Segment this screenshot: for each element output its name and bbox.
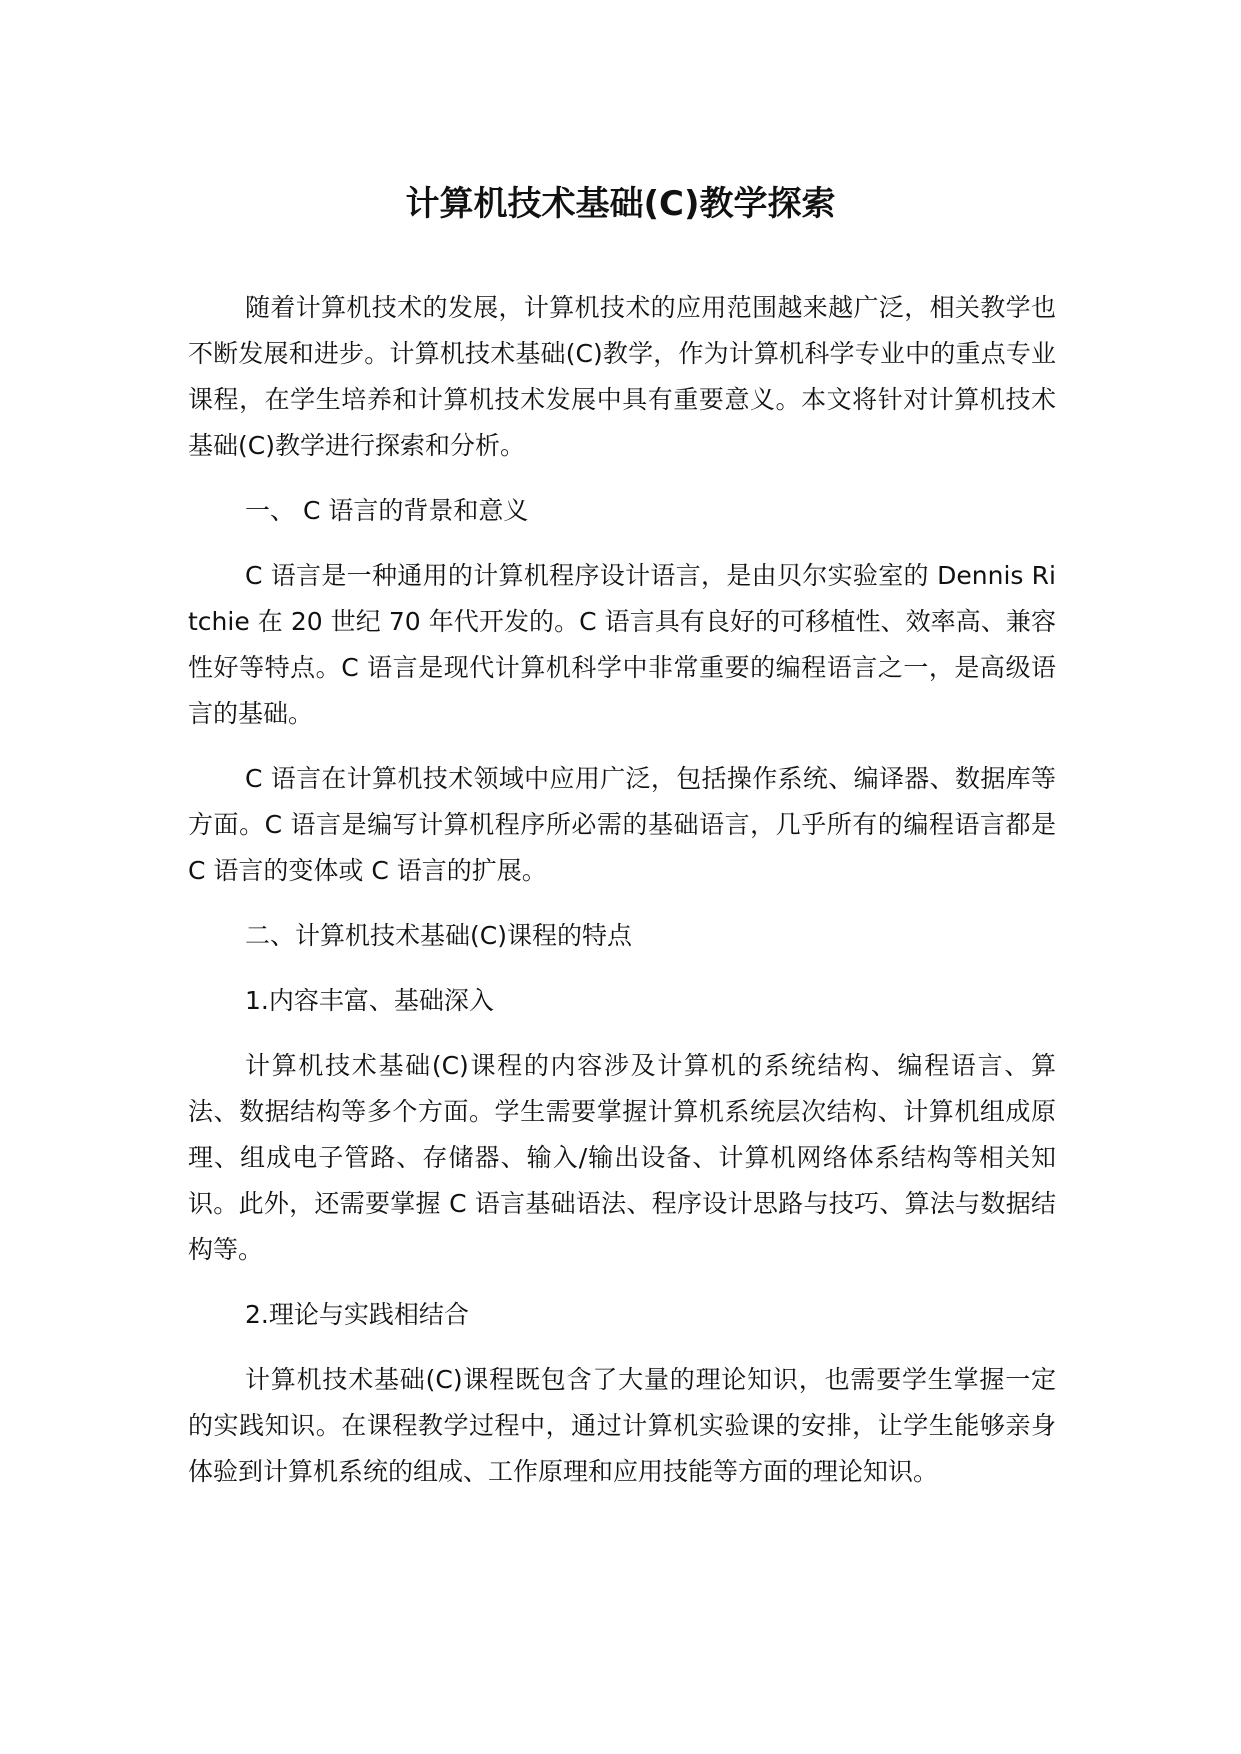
document-body [188,285,1056,1514]
document-title: 计算机技术基础(C)教学探索 [405,184,836,224]
body-paragraph: 计算机技术基础(C)课程的内容涉及计算机的系统结构、编程语言、算法、数据结构等多个方面。学生需要掌握计算机系统层次结构、计算机组成原理、组成电子管路、存储器、输入/输出设备、计算机网络体系结构等相关知识。此外，还需要掌握 C 语言基础语法、程序设计思路与技巧、算法与数据结构等。 [188,1051,1056,1264]
body-paragraph: C 语言是一种通用的计算机程序设计语言，是由贝尔实验室的 Dennis Ritchie 在 20 世纪 70 年代开发的。C 语言具有良好的可移植性、效率高、兼容性好等特点。C 语言是现代计算机科学中非常重要的编程语言之一，是高级语言的基础。 [188,561,1056,728]
body-paragraph: 计算机技术基础(C)课程既包含了大量的理论知识，也需要学生掌握一定的实践知识。在课程教学过程中，通过计算机实验课的安排，让学生能够亲身体验到计算机系统的组成、工作原理和应用技能等方面的理论知识。 [188,1365,1056,1486]
section-heading-2: 二、计算机技术基础(C)课程的特点 [245,921,632,950]
subsection-heading-2: 2.理论与实践相结合 [245,1300,469,1329]
body-paragraph: C 语言在计算机技术领域中应用广泛，包括操作系统、编译器、数据库等方面。C 语言是编写计算机程序所必需的基础语言，几乎所有的编程语言都是 C 语言的变体或 C 语言的扩展。 [188,764,1056,885]
intro-paragraph: 随着计算机技术的发展，计算机技术的应用范围越来越广泛，相关教学也不断发展和进步。计算机技术基础(C)教学，作为计算机科学专业中的重点专业课程，在学生培养和计算机技术发展中具有重要意义。本文将针对计算机技术基础(C)教学进行探索和分析。 [188,293,1056,460]
subsection-heading-1: 1.内容丰富、基础深入 [245,986,494,1015]
section-heading-1: 一、 C 语言的背景和意义 [245,496,529,525]
